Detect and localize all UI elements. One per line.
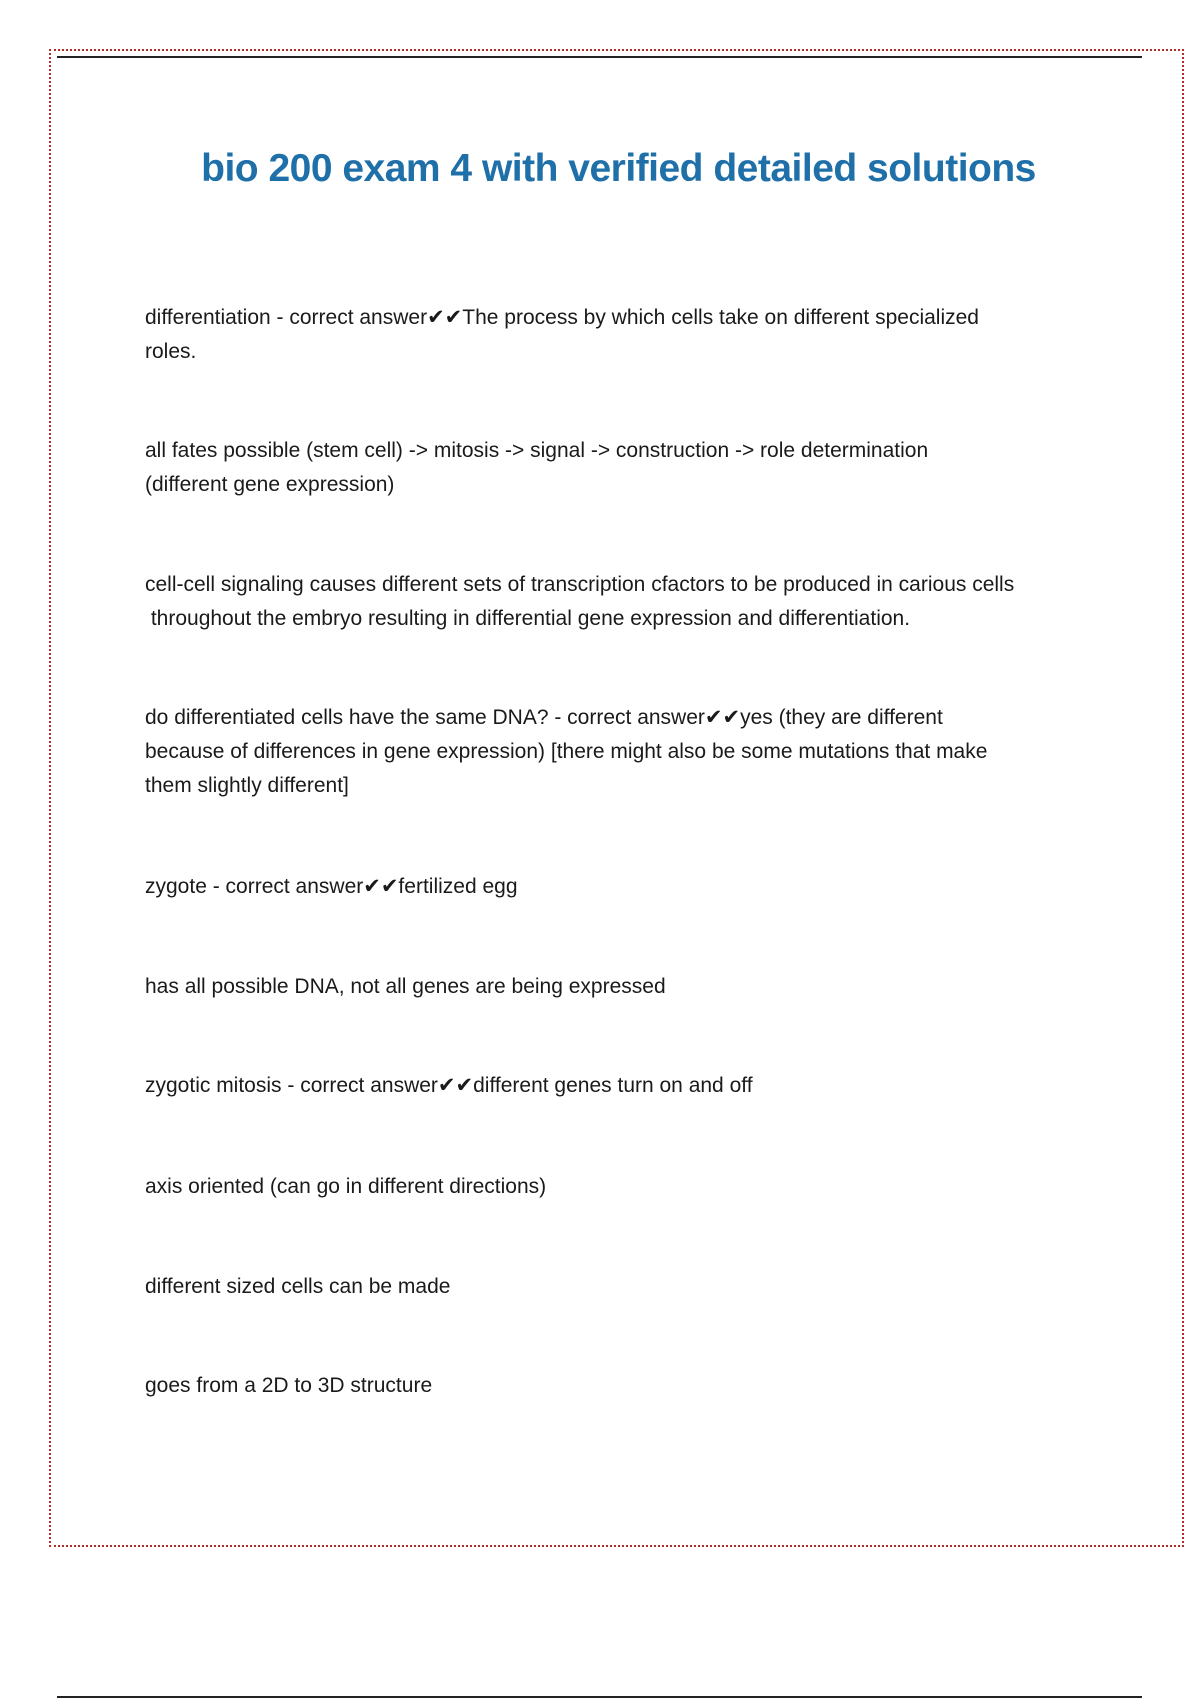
document-title: bio 200 exam 4 with verified detailed solutions xyxy=(201,147,1036,190)
entry-line: different sized cells can be made xyxy=(145,1275,451,1298)
entry-line: (different gene expression) xyxy=(145,473,395,496)
entry-line: do differentiated cells have the same DNA? - correct answer✔✔yes (they are different xyxy=(145,706,943,729)
entry-cell-sizes xyxy=(145,1270,1105,1304)
entry-line: cell-cell signaling causes different sets of transcription cfactors to be produced in carious cells xyxy=(145,573,1015,596)
entry-line: axis oriented (can go in different directions) xyxy=(145,1175,547,1198)
entry-line: differentiation - correct answer✔✔The process by which cells take on different specialized xyxy=(145,306,979,329)
footer-rule xyxy=(57,1696,1142,1698)
entry-line: because of differences in gene expression) [there might also be some mutations that make xyxy=(145,740,988,763)
entry-differentiation xyxy=(145,301,1105,369)
entry-line: goes from a 2D to 3D structure xyxy=(145,1374,433,1397)
entry-cell-signaling xyxy=(145,568,1145,636)
entry-line: them slightly different] xyxy=(145,774,349,797)
entry-line: has all possible DNA, not all genes are being expressed xyxy=(145,975,666,998)
header-rule xyxy=(57,56,1142,58)
entry-line: all fates possible (stem cell) -> mitosis -> signal -> construction -> role determination xyxy=(145,439,929,462)
entry-line: zygote - correct answer✔✔fertilized egg xyxy=(145,875,518,898)
entry-stem-cell-fates xyxy=(145,434,1105,502)
entry-same-dna xyxy=(145,701,1105,803)
entry-zygotic-mitosis xyxy=(145,1069,1105,1103)
entry-line: throughout the embryo resulting in differential gene expression and differentiation. xyxy=(145,607,911,630)
entry-line: zygotic mitosis - correct answer✔✔different genes turn on and off xyxy=(145,1074,753,1097)
entry-2d-to-3d xyxy=(145,1369,1105,1403)
entry-axis-oriented xyxy=(145,1170,1105,1204)
entry-all-dna xyxy=(145,970,1105,1004)
entry-zygote xyxy=(145,870,1105,904)
entry-line: roles. xyxy=(145,340,197,363)
